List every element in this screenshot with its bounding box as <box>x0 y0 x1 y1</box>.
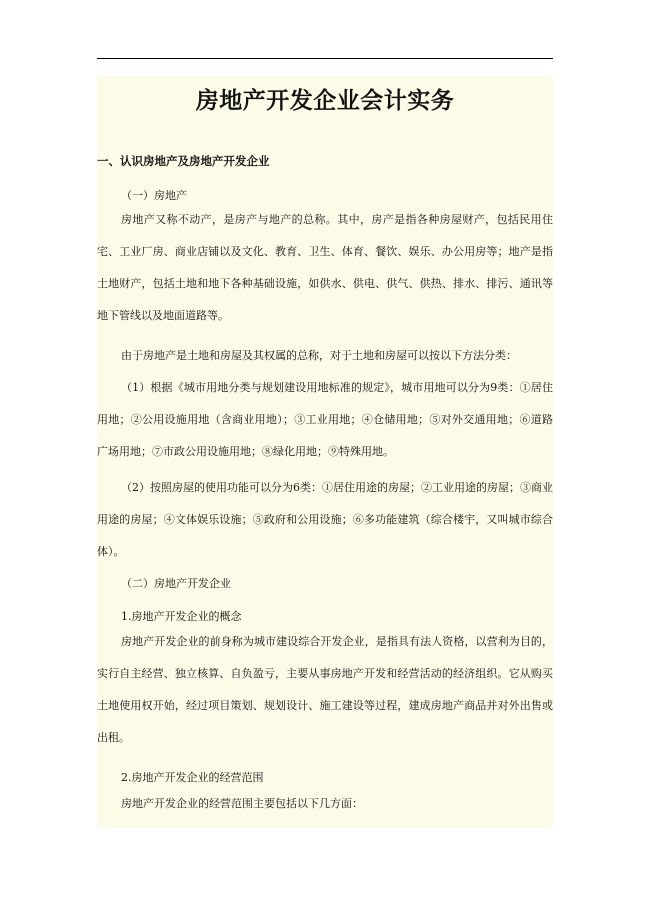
subheading-developer: （二）房地产开发企业 <box>121 577 231 590</box>
paragraph-classification-intro: 由于房地产是土地和房屋及其权属的总称，对于土地和房屋可以按以下方法分类： <box>121 349 517 362</box>
paragraph-definition: 房地产又称不动产，是房产与地产的总称。其中，房产是指各种房屋财产，包括民用住宅、工业厂房、商业店铺以及文化、教育、卫生、体育、餐饮、娱乐、办公用房等；地产是指土地财产，包括土地和地下各种基础设施，如供水、供电、供气、供热、排水、排污、通讯等地下管线以及地面道路等。 <box>97 213 553 322</box>
paragraph-developer-concept: 房地产开发企业的前身称为城市建设综合开发企业，是指具有法人资格，以营利为目的，实行自主经营、独立核算、自负盈亏，主要从事房地产开发和经营活动的经济组织。它从购买土地使用权开始，经过项目策划、规划设计、施工建设等过程，建成房地产商品并对外出售或出租。 <box>97 635 553 744</box>
paragraph-land-classification: （1）根据《城市用地分类与规划建设用地标准的规定》，城市用地可以分为9类：①居住用地；②公用设施用地（含商业用地）；③工业用地；④仓储用地；⑤对外交通用地；⑥道路广场用地；⑦市政公用设施用地；⑧绿化用地；⑨特殊用地。 <box>97 381 553 458</box>
document-title: 房地产开发企业会计实务 <box>195 87 455 114</box>
subheading-business-scope: 2.房地产开发企业的经营范围 <box>121 771 264 784</box>
header-rule <box>97 58 553 59</box>
section-heading-1: 一、认识房地产及房地产开发企业 <box>97 154 270 168</box>
subheading-concept: 1.房地产开发企业的概念 <box>121 610 242 623</box>
document-body <box>97 76 553 828</box>
paragraph-business-scope: 房地产开发企业的经营范围主要包括以下几方面： <box>121 797 363 810</box>
subheading-real-estate: （一）房地产 <box>121 189 187 202</box>
paragraph-building-classification: （2）按照房屋的使用功能可以分为6类：①居住用途的房屋；②工业用途的房屋；③商业用途的房屋；④文体娱乐设施；⑤政府和公用设施；⑥多功能建筑（综合楼宇，又叫城市综合体）。 <box>97 481 553 558</box>
